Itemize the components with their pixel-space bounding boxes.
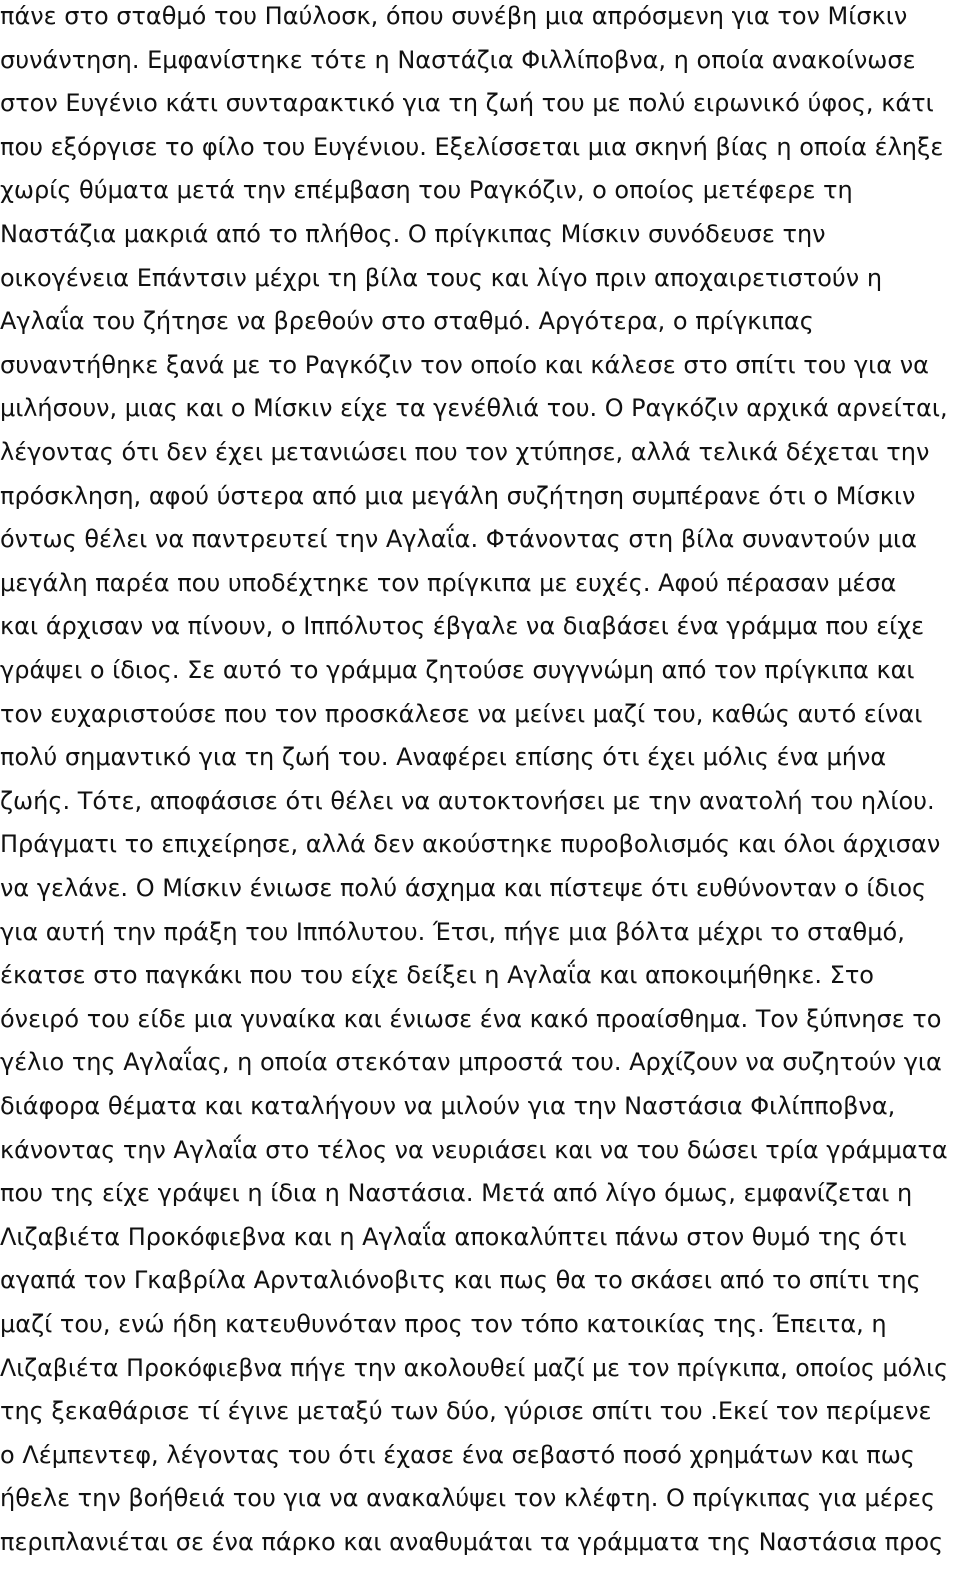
text-line: μαζί του, ενώ ήδη κατευθυνόταν προς τον τόπο κατοικίας της. Έπειτα, η [0,1310,887,1338]
text-line: ο Λέμπεντεφ, λέγοντας του ότι έχασε ένα σεβαστό ποσό χρημάτων και πως [0,1440,915,1469]
text-line: μιλήσουν, μιας και ο Μίσκιν είχε τα γενέθλιά του. Ο Ραγκόζιν αρχικά αρνείται, [0,394,948,423]
text-line: πολύ σημαντικό για τη ζωή του. Αναφέρει επίσης ότι έχει μόλις ένα μήνα [0,743,887,772]
text-line: έκατσε στο παγκάκι που του είχε δείξει η Αγλαΐα και αποκοιμήθηκε. Στο [0,961,874,990]
text-line: όντως θέλει να παντρευτεί την Αγλαΐα. Φτάνοντας στη βίλα συναντούν μια [0,525,917,554]
text-line: Λιζαβιέτα Προκόφιεβνα και η Αγλαΐα αποκαλύπτει πάνω στον θυμό της ότι [0,1222,907,1251]
text-line: για αυτή την πράξη του Ιππόλυτου. Έτσι, πήγε μια βόλτα μέχρι το σταθμό, [0,917,905,946]
text-line: γράψει ο ίδιος. Σε αυτό το γράμμα ζητούσε συγγνώμη από τον πρίγκιπα και [0,656,915,684]
text-line: αγαπά τον Γκαβρίλα Αρνταλιόνοβιτς και πως θα το σκάσει από το σπίτι της [0,1266,921,1295]
text-line: λέγοντας ότι δεν έχει μετανιώσει που τον χτύπησε, αλλά τελικά δέχεται την [0,438,930,466]
text-line: συναντήθηκε ξανά με το Ραγκόζιν τον οποίο και κάλεσε στο σπίτι του για να [0,350,929,379]
text-line: τον ευχαριστούσε που τον προσκάλεσε να μείνει μαζί του, καθώς αυτό είναι [0,699,923,728]
text-line: οικογένεια Επάντσιν μέχρι τη βίλα τους και λίγο πριν αποχαιρετιστούν η [0,263,883,292]
text-line: πάνε στο σταθμό του Παύλοσκ, όπου συνέβη μια απρόσμενη για τον Μίσκιν [0,2,908,30]
text-line: στον Ευγένιο κάτι συνταρακτικό για τη ζωή του με πολύ ειρωνικό ύφος, κάτι [0,89,934,118]
text-line: κάνοντας την Αγλαΐα στο τέλος να νευριάσει και να του δώσει τρία γράμματα [0,1135,948,1164]
text-line: Ναστάζια μακριά από το πλήθος. Ο πρίγκιπας Μίσκιν συνόδευσε την [0,220,826,248]
text-line: γέλιο της Αγλαΐας, η οποία στεκόταν μπροστά του. Αρχίζουν να συζητούν για [0,1048,942,1077]
text-line: και άρχισαν να πίνουν, ο Ιππόλυτος έβγαλε να διαβάσει ένα γράμμα που είχε [0,612,925,641]
text-line: περιπλανιέται σε ένα πάρκο και αναθυμάται τα γράμματα της Ναστάσια προς [0,1528,944,1556]
text-line: ήθελε την βοήθειά του για να ανακαλύψει τον κλέφτη. Ο πρίγκιπας για μέρες [0,1484,936,1513]
text-line: όνειρό του είδε μια γυναίκα και ένιωσε ένα κακό προαίσθημα. Τον ξύπνησε το [0,1004,942,1033]
text-line: να γελάνε. Ο Μίσκιν ένιωσε πολύ άσχημα και πίστεψε ότι ευθύνονταν ο ίδιος [0,874,927,902]
text-line: της ξεκαθάρισε τί έγινε μεταξύ των δύο, γύρισε σπίτι του .Εκεί τον περίμενε [0,1397,932,1426]
text-line: πρόσκληση, αφού ύστερα από μια μεγάλη συζήτηση συμπέρανε ότι ο Μίσκιν [0,481,916,510]
text-line: που της είχε γράψει η ίδια η Ναστάσια. Μετά από λίγο όμως, εμφανίζεται η [0,1179,913,1208]
text-line: Λιζαβιέτα Προκόφιεβνα πήγε την ακολουθεί μαζί με τον πρίγκιπα, οποίος μόλις [0,1353,949,1382]
text-line: Αγλαΐα του ζήτησε να βρεθούν στο σταθμό. Αργότερα, ο πρίγκιπας [0,307,814,336]
text-line: ζωής. Τότε, αποφάσισε ότι θέλει να αυτοκτονήσει με την ανατολή του ηλίου. [0,786,935,815]
text-line: Πράγματι το επιχείρησε, αλλά δεν ακούστηκε πυροβολισμός και όλοι άρχισαν [0,830,941,859]
text-line: χωρίς θύματα μετά την επέμβαση του Ραγκόζιν, ο οποίος μετέφερε τη [0,176,853,205]
text-line: που εξόργισε το φίλο του Ευγένιου. Εξελίσσεται μια σκηνή βίας η οποία έληξε [0,132,944,161]
text-line: διάφορα θέματα και καταλήγουν να μιλούν για την Ναστάσια Φιλίπποβνα, [0,1092,896,1120]
text-line: μεγάλη παρέα που υποδέχτηκε τον πρίγκιπα με ευχές. Αφού πέρασαν μέσα [0,568,897,597]
text-line: συνάντηση. Εμφανίστηκε τότε η Ναστάζια Φιλλίποβνα, η οποία ανακοίνωσε [0,45,916,74]
